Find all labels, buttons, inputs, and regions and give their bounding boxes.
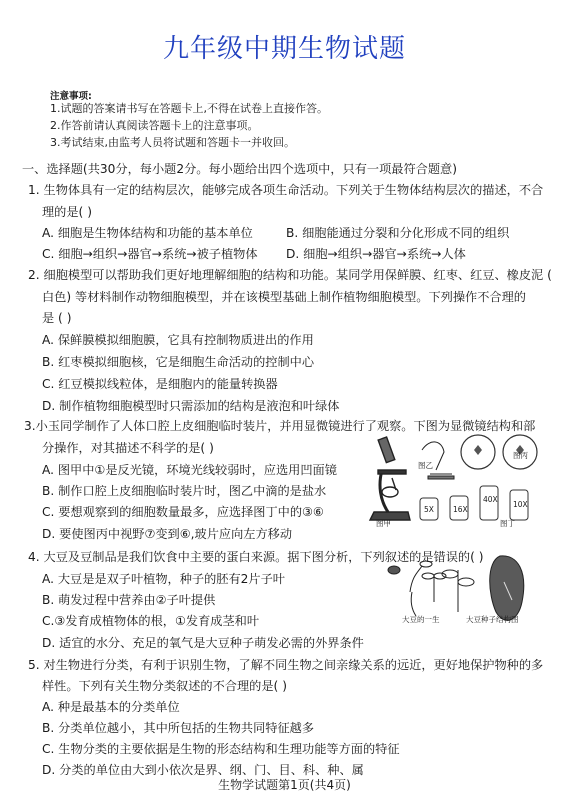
page-footer: 生物学试题第1页(共4页) [218, 778, 351, 792]
figure-label: 图丙 [513, 451, 528, 460]
lens-label: 10X [513, 500, 528, 509]
q5-option-c: C. 生物分类的主要依据是生物的形态结构和生理功能等方面的特征 [42, 742, 400, 756]
microscope-figure [360, 430, 550, 530]
notice-item: 3.考试结束,由监考人员将试题和答题卡一并收回。 [50, 136, 295, 149]
q5-option-d: D. 分类的单位由大到小依次是界、纲、门、目、科、种、属 [42, 763, 364, 777]
q4-option-c: C.③发育成植物体的根，①发育成茎和叶 [42, 614, 260, 628]
lens-label: 16X [453, 505, 468, 514]
q4-option-d: D. 适宜的水分、充足的氧气是大豆种子萌发必需的外界条件 [42, 636, 364, 650]
q2-stem: 2. 细胞模型可以帮助我们更好地理解细胞的结构和功能。某同学用保鲜膜、红枣、红豆、橡皮泥 ( [28, 268, 552, 282]
q2-option-c: C. 红豆模拟线粒体，是细胞内的能量转换器 [42, 377, 278, 391]
page-title: 九年级中期生物试题 [162, 34, 406, 64]
q3-option-b: B. 制作口腔上皮细胞临时装片时，图乙中滴的是盐水 [42, 484, 327, 498]
figure-label: 图甲 [376, 519, 391, 528]
figure-label: 大豆种子结构图 [466, 615, 519, 624]
q3-stem: 3.小玉同学制作了人体口腔上皮细胞临时装片，并用显微镜进行了观察。下图为显微镜结构和部 [24, 419, 536, 433]
q2-stem-cont: 是 ( ) [42, 311, 72, 325]
q4-option-b: B. 萌发过程中营养由②子叶提供 [42, 593, 216, 607]
q4-option-a: A. 大豆是是双子叶植物，种子的胚有2片子叶 [42, 572, 285, 586]
q4-stem: 4. 大豆及豆制品是我们饮食中主要的蛋白来源。据下图分析，下列叙述的是错误的( ) [28, 550, 484, 564]
q2-stem-cont: 白色) 等材料制作动物细胞模型，并在该模型基础上制作植物细胞模型。下列操作不合理的 [42, 290, 526, 304]
q5-option-b: B. 分类单位越小，其中所包括的生物共同特征越多 [42, 721, 315, 735]
section-heading: 一、选择题(共30分，每小题2分。每小题给出四个选项中，只有一项最符合题意) [22, 162, 457, 176]
q3-stem-cont: 分操作，对其描述不科学的是( ) [42, 441, 214, 455]
q5-stem-cont: 样性。下列有关生物分类叙述的不合理的是( ) [42, 679, 287, 693]
q2-option-d: D. 制作植物细胞模型时只需添加的结构是液泡和叶绿体 [42, 399, 340, 413]
q1-option-c: C. 细胞→组织→器官→系统→被子植物体 [42, 247, 258, 261]
q3-option-d: D. 要使图丙中视野⑦变到⑥,玻片应向左方移动 [42, 527, 293, 541]
figure-label: 图乙 [418, 461, 433, 470]
q1-option-d: D. 细胞→组织→器官→系统→人体 [286, 247, 466, 261]
figure-label: 图丁 [500, 519, 515, 528]
q2-option-a: A. 保鲜膜模拟细胞膜，它具有控制物质进出的作用 [42, 333, 314, 347]
q1-stem-cont: 理的是( ) [42, 205, 92, 219]
q1-option-b: B. 细胞能通过分裂和分化形成不同的组织 [286, 226, 510, 240]
q1-stem: 1. 生物体具有一定的结构层次，能够完成各项生命活动。下列关于生物体结构层次的描述，不合 [28, 183, 544, 197]
q2-option-b: B. 红枣模拟细胞核，它是细胞生命活动的控制中心 [42, 355, 315, 369]
notice-heading: 注意事项: [50, 91, 92, 102]
lens-label: 40X [483, 495, 498, 504]
q5-stem: 5. 对生物进行分类，有利于识别生物，了解不同生物之间亲缘关系的远近，更好地保护物种的多 [28, 658, 544, 672]
q1-option-a: A. 细胞是生物体结构和功能的基本单位 [42, 226, 253, 240]
figure-label: 大豆的一生 [402, 615, 440, 624]
q3-option-c: C. 要想观察到的细胞数量最多，应选择图丁中的③⑥ [42, 505, 324, 519]
notice-item: 1.试题的答案请书写在答题卡上,不得在试卷上直接作答。 [50, 102, 328, 115]
q3-option-a: A. 图甲中①是反光镜，环境光线较弱时，应选用凹面镜 [42, 463, 337, 477]
notice-item: 2.作答前请认真阅读答题卡上的注意事项。 [50, 119, 259, 132]
q5-option-a: A. 种是最基本的分类单位 [42, 700, 180, 714]
lens-label: 5X [424, 505, 434, 514]
